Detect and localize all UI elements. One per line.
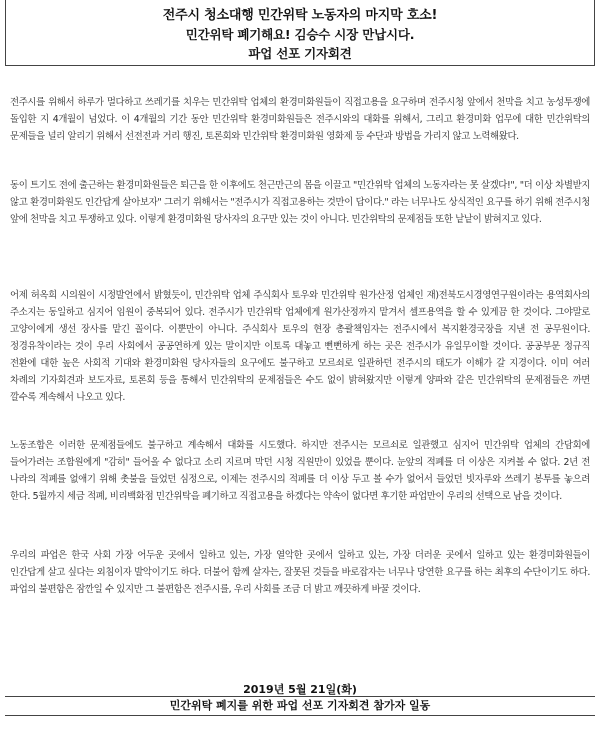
body-paragraph-2: 동이 트기도 전에 출근하는 환경미화원들은 퇴근을 한 이후에도 천근만근의 몸을 이끌고 "민간위탁 업체의 노동자라는 못 살겠다!", "더 이상 차별받지 않고 환경미화원도 인간답게 살아보자" 그러기 위해서는 "전주시가 직접고용하는 것만이 답이다." 라는 너무나도 상식적인 요구를 하기 위해 전주시청 앞에 천막을 치고 투쟁하고 있다. 이렇게 환경미화원 당사자의 요구만 있는 것이 아니다. 민간위탁의 문제점들 또한 낱낱이 밝혀지고 있다. (10, 180, 590, 225)
title-line-1: 전주시 청소대행 민간위탁 노동자의 마지막 호소! (162, 8, 438, 23)
document-header (5, 0, 595, 66)
title-line-2: 민간위탁 폐기해요! 김승수 시장 만납시다. (185, 27, 415, 42)
statement-date: 2019년 5월 21일(화) (243, 683, 357, 696)
title-line-3: 파업 선포 기자회견 (248, 46, 352, 61)
body-paragraph-1: 전주시를 위해서 하루가 멀다하고 쓰레기를 치우는 민간위탁 업체의 환경미화원들이 직접고용을 요구하며 전주시청 앞에서 천막을 치고 농성투쟁에 돌입한 지 4개월이 넘었다. 이 4개월의 기간 동안 민간위탁 환경미화원들은 전주시와의 대화를 위해서, 그리고 환경미화 업무에 대한 민간위탁의 문제들을 널리 알리기 위해서 선전전과 거리 행진, 토론회와 민간위탁 환경미화원 영화제 등 수단과 방법을 가리지 않고 노력해왔다. (10, 97, 590, 142)
body-paragraph-3: 어제 허옥희 시의원이 시정발언에서 밝혔듯이, 민간위탁 업체 주식회사 토우와 민간위탁 원가산정 업체인 재)전북도시경영연구원이라는 용역회사의 주소지는 동일하고 심지어 임원이 중복되어 있다. 전주시가 민간위탁 업체에게 원가산정까지 맡겨서 셀프용역을 할 수 있게끔 한 것이다. 그야말로 고양이에게 생선 장사를 맡긴 꼴이다. 이뿐만이 아니다. 주식회사 토우의 현장 총괄책임자는 전주시에서 복지환경국장을 지낸 전 공무원이다. 정경유착이라는 것이 우리 사회에서 공공연하게 있는 말이지만 이토록 대놓고 뻔뻔하게 하는 곳은 전주시가 유일무이할 것이다. 공공부문 정규직 전환에 대한 높은 사회적 기대와 환경미화원 당사자들의 요구에도 불구하고 모르쇠로 일관하던 전주시의 태도가 이해가 갈 지경이다. 이미 여러 차례의 기자회견과 보도자료, 토론회 등을 통해서 민간위탁의 문제점들은 수도 없이 밝혀왔지만 이렇게 양파와 같은 민간위탁의 문제점들은 까면 깔수록 계속해서 나오고 있다. (10, 290, 590, 403)
statement-signature: 민간위탁 폐지를 위한 파업 선포 기자회견 참가자 일동 (5, 696, 595, 716)
body-paragraph-4: 노동조합은 이러한 문제점들에도 불구하고 계속해서 대화를 시도했다. 하지만 전주시는 모르쇠로 일관했고 심지어 민간위탁 업체의 간담회에 들어가려는 조합원에게 "감히" 들어올 수 없다고 소리 지르며 막던 시청 직원만이 있었을 뿐이다. 눈앞의 적폐를 더 이상은 지켜볼 수 없다. 2년 전 나라의 적폐를 없애기 위해 촛불을 들었던 심정으로, 이제는 전주시의 적폐를 더 이상 두고 볼 수가 없어서 들었던 빗자루와 쓰레기 봉투를 놓으려 한다. 5월까지 세금 적폐, 비리백화점 민간위탁을 폐기하고 직접고용을 하겠다는 약속이 없다면 후기한 파업만이 우리의 선택으로 남을 것이다. (10, 440, 590, 502)
body-paragraph-5: 우리의 파업은 한국 사회 가장 어두운 곳에서 일하고 있는, 가장 열악한 곳에서 일하고 있는, 가장 더러운 곳에서 일하고 있는 환경미화원들이 인간답게 살고 싶다는 외침이자 발악이기도 하다. 더불어 함께 살자는, 잘못된 것들을 바로잡자는 너무나 당연한 요구를 하는 최후의 수단이기도 하다. 파업의 불편함은 잠깐일 수 있지만 그 불편함은 전주시를, 우리 사회를 조금 더 밝고 깨끗하게 바꿀 것이다. (10, 550, 590, 595)
